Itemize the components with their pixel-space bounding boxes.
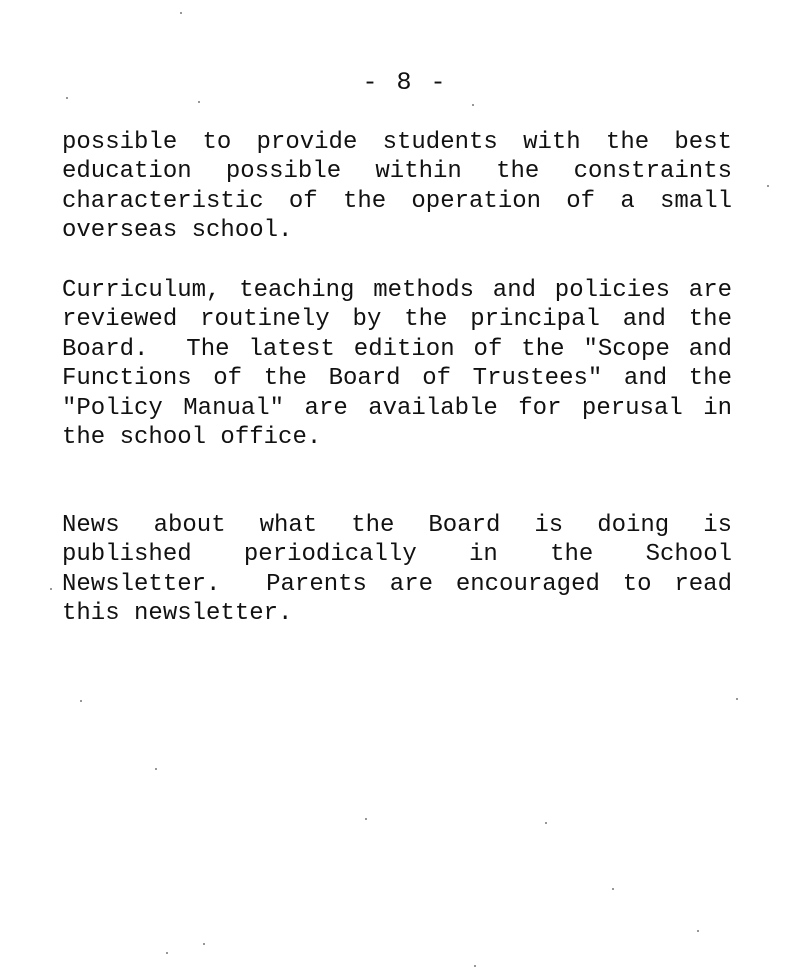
scan-speck [545, 822, 547, 824]
text-line: this newsletter. [62, 600, 293, 628]
paragraph-curriculum-review [62, 276, 732, 452]
scan-speck [365, 818, 367, 820]
scan-speck [80, 700, 82, 702]
scan-speck [697, 930, 699, 932]
text-line: "Policy Manual" are available for perusal in [62, 394, 732, 422]
text-line: possible to provide students with the best [62, 129, 732, 156]
scan-speck [472, 104, 474, 106]
scan-speck [50, 588, 52, 590]
paragraph-newsletter [62, 511, 732, 629]
scan-speck [736, 698, 738, 700]
text-line: reviewed routinely by the principal and the [62, 306, 732, 334]
scan-speck [198, 101, 200, 103]
page-number: - 8 - [362, 68, 448, 97]
scan-speck [180, 12, 182, 14]
scan-speck [66, 97, 68, 99]
scan-speck [155, 768, 157, 770]
text-line: characteristic of the operation of a small [62, 187, 732, 215]
text-line: overseas school. [62, 217, 293, 245]
text-line: Newsletter. Parents are encouraged to read [62, 570, 732, 598]
scan-speck [474, 965, 476, 967]
text-line: Functions of the Board of Trustees" and the [62, 365, 732, 393]
text-line: published periodically in the School [62, 541, 732, 569]
scan-speck [767, 185, 769, 187]
text-line: News about what the Board is doing is [62, 512, 732, 539]
paragraph-board-mission [62, 128, 732, 246]
text-line: education possible within the constraints [62, 158, 732, 186]
scan-speck [203, 943, 205, 945]
text-line: Curriculum, teaching methods and policies are [62, 277, 732, 304]
text-line: the school office. [62, 424, 322, 452]
scan-speck [612, 888, 614, 890]
text-line: Board. The latest edition of the "Scope and [62, 335, 732, 363]
scan-speck [166, 952, 168, 954]
